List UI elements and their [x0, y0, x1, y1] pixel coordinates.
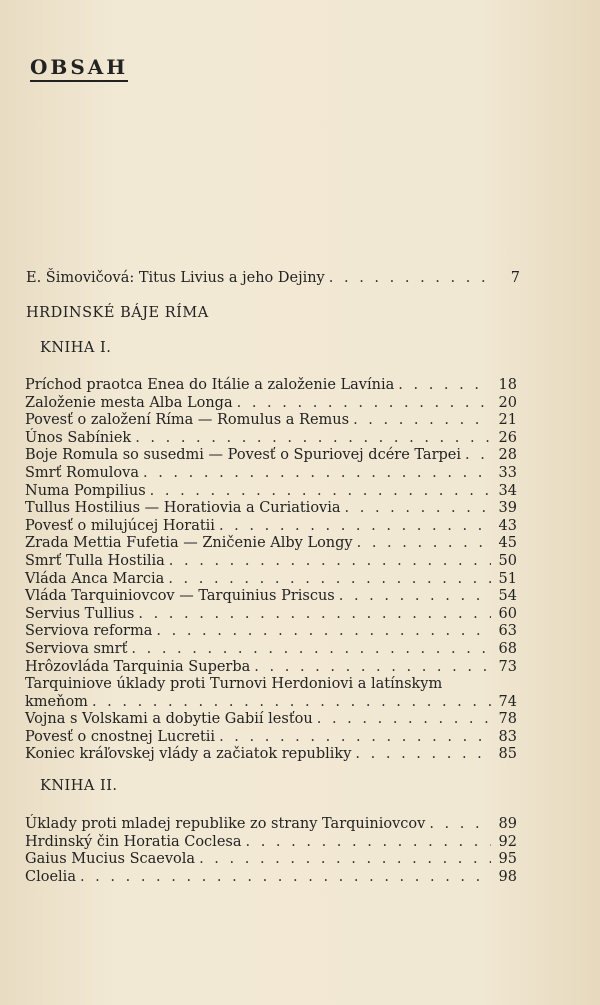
toc-entry-page: 95 [498, 851, 517, 868]
toc-entry-title: Serviova reforma [25, 623, 153, 640]
toc-entry-page: 83 [498, 728, 517, 745]
toc-entry-page: 18 [498, 377, 517, 393]
toc-entry-title: Tarquiniove úklady proti Turnovi Herdoniovi a latínskym [25, 676, 443, 693]
intro-entry [26, 270, 520, 286]
toc-entry [25, 395, 517, 413]
dot-leader [143, 465, 491, 483]
dot-leader [353, 412, 491, 430]
toc-entry-page: 54 [498, 588, 517, 605]
dot-leader [398, 377, 491, 395]
book-2-toc [25, 816, 517, 886]
dot-leader [355, 746, 491, 764]
toc-entry-page: 73 [498, 658, 517, 675]
toc-entry [25, 588, 517, 606]
dot-leader [237, 395, 491, 413]
toc-entry-page: 60 [498, 605, 517, 622]
toc-entry-page: 50 [498, 552, 517, 569]
dot-leader [254, 659, 491, 677]
dot-leader [168, 571, 491, 589]
dot-leader [131, 641, 491, 659]
intro-title: E. Šimovičová: Titus Livius a jeho Dejiny [26, 270, 325, 286]
toc-entry [25, 694, 517, 712]
toc-entry-title: Hrôzovláda Tarquinia Superba [25, 658, 251, 675]
toc-entry [25, 377, 517, 395]
part-title: HRDINSKÉ BÁJE RÍMA [26, 305, 209, 321]
toc-entry-page: 51 [498, 570, 517, 587]
dot-leader [357, 535, 491, 553]
toc-entry-page: 21 [498, 412, 517, 429]
toc-entry [25, 869, 517, 887]
toc-entry-title: Koniec kráľovskej vlády a začiatok republiky [25, 746, 352, 763]
toc-entry [25, 676, 517, 694]
dot-leader [80, 869, 491, 887]
toc-entry-title: Vláda Tarquiniovcov — Tarquinius Priscus [25, 588, 335, 605]
toc-entry [25, 430, 517, 448]
dot-leader [169, 553, 491, 571]
toc-entry-title: Gaius Mucius Scaevola [25, 851, 196, 868]
dot-leader [135, 430, 491, 448]
toc-entry-page: 39 [498, 500, 517, 517]
toc-entry [25, 571, 517, 589]
dot-leader [317, 711, 491, 729]
toc-entry [25, 623, 517, 641]
toc-entry-page: 63 [498, 623, 517, 640]
toc-entry-page: 26 [498, 429, 517, 446]
toc-entry-page: 78 [498, 711, 517, 728]
toc-entry-page: 92 [498, 833, 517, 850]
toc-entry-title: Vojna s Volskami a dobytie Gabií lesťou [25, 711, 313, 728]
book-1-label: KNIHA I. [40, 340, 112, 356]
toc-entry-page: 89 [498, 816, 517, 832]
toc-entry [25, 518, 517, 536]
toc-entry [25, 465, 517, 483]
toc-entry [25, 851, 517, 869]
toc-entry-title: Hrdinský čin Horatia Coclesa [25, 833, 242, 850]
dot-leader [429, 816, 491, 834]
toc-entry-title: Cloelia [25, 868, 76, 885]
toc-entry-title: Vláda Anca Marcia [25, 570, 165, 587]
toc-entry-title: Servius Tullius [25, 605, 135, 622]
toc-entry-title: Povesť o milujúcej Horatii [25, 517, 215, 534]
toc-entry [25, 500, 517, 518]
toc-entry-title: Tullus Hostilius — Horatiovia a Curiatiovia [25, 500, 341, 517]
toc-entry-page: 20 [498, 394, 517, 411]
intro-page-number: 7 [510, 270, 520, 286]
book-1-toc [25, 377, 517, 764]
toc-entry [25, 746, 517, 764]
page-heading: OBSAH [30, 55, 128, 82]
toc-entry-title: Numa Pompilius [25, 482, 146, 499]
toc-entry-page: 98 [498, 868, 517, 885]
toc-entry [25, 606, 517, 624]
toc-entry-title: Zrada Mettia Fufetia — Zničenie Alby Longy [25, 535, 353, 552]
toc-entry-page: 33 [498, 464, 517, 481]
dot-leader [199, 851, 491, 869]
dot-leader [219, 729, 491, 747]
toc-entry-title: Serviova smrť [25, 640, 128, 657]
dot-leader [339, 588, 491, 606]
toc-entry [25, 641, 517, 659]
toc-entry-title: Založenie mesta Alba Longa [25, 394, 233, 411]
dot-leader [92, 694, 491, 712]
toc-entry [25, 659, 517, 677]
dot-leader [345, 500, 491, 518]
toc-entry [25, 816, 517, 834]
book-2-label: KNIHA II. [40, 778, 118, 794]
toc-entry-page: 28 [498, 447, 517, 464]
dot-leader [156, 623, 491, 641]
dot-leader [150, 483, 491, 501]
toc-entry-title: Smrť Romulova [25, 464, 139, 481]
toc-entry [25, 412, 517, 430]
toc-entry [25, 535, 517, 553]
toc-entry [25, 711, 517, 729]
toc-entry-title: Povesť o založení Ríma — Romulus a Remus [25, 412, 350, 429]
toc-entry-title: Príchod praotca Enea do Itálie a založenie Lavínia [25, 377, 395, 393]
dot-leader [246, 834, 492, 852]
toc-entry-page: 34 [498, 482, 517, 499]
toc-entry-title: Úklady proti mladej republike zo strany Tarquiniovcov [25, 816, 426, 832]
toc-entry [25, 483, 517, 501]
toc-entry [25, 834, 517, 852]
toc-entry [25, 729, 517, 747]
toc-entry-title: Smrť Tulla Hostilia [25, 552, 165, 569]
toc-entry-page: 74 [498, 693, 517, 710]
toc-entry-title: Povesť o cnostnej Lucretii [25, 728, 216, 745]
toc-entry-page: 43 [498, 517, 517, 534]
toc-entry-page: 85 [498, 746, 517, 763]
dot-leader [138, 606, 491, 624]
toc-entry-title: Únos Sabíniek [25, 429, 132, 446]
toc-entry-title: Boje Romula so susedmi — Povesť o Spuriovej dcére Tarpei [25, 447, 462, 464]
toc-entry-page: 68 [498, 640, 517, 657]
dot-leader [329, 270, 494, 286]
toc-entry-title: kmeňom [25, 693, 88, 710]
dot-leader [465, 447, 491, 465]
toc-entry-page: 45 [498, 535, 517, 552]
dot-leader [219, 518, 491, 536]
toc-entry [25, 447, 517, 465]
toc-entry [25, 553, 517, 571]
